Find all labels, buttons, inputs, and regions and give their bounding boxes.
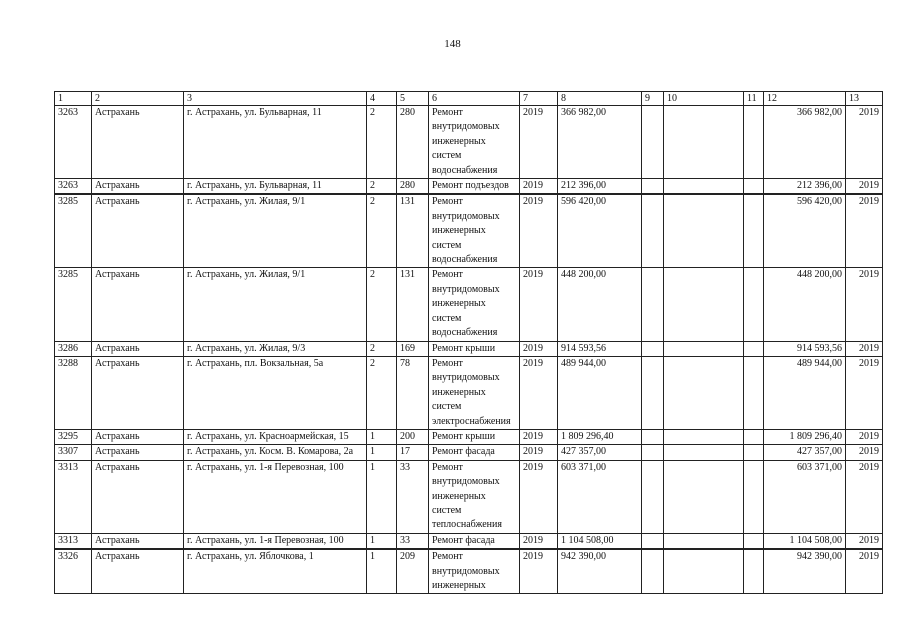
table-cell: 2019	[846, 268, 883, 341]
table-cell: 2019	[520, 429, 558, 444]
table-cell	[664, 429, 744, 444]
table-cell: 3286	[55, 341, 92, 356]
table-cell: 1	[367, 460, 397, 533]
table-cell: 2019	[846, 356, 883, 429]
table-cell: 212 396,00	[764, 179, 846, 195]
table-cell: Ремонт внутридомовых инженерных систем электроснабжения	[429, 356, 520, 429]
table-row	[55, 460, 883, 533]
table-cell: 1 104 508,00	[558, 533, 642, 549]
table-cell: 2019	[520, 179, 558, 195]
table-row	[55, 533, 883, 549]
table-cell: 2019	[846, 194, 883, 268]
table-cell: г. Астрахань, ул. Яблочкова, 1	[184, 549, 367, 594]
table-cell: Астрахань	[92, 106, 184, 179]
column-header: 3	[184, 92, 367, 106]
column-header: 8	[558, 92, 642, 106]
table-cell	[664, 179, 744, 195]
table-cell: 2019	[520, 549, 558, 594]
column-header: 10	[664, 92, 744, 106]
table-cell: г. Астрахань, ул. 1-я Перевозная, 100	[184, 460, 367, 533]
table-cell	[744, 194, 764, 268]
table-cell: 3313	[55, 533, 92, 549]
table-cell: Ремонт фасада	[429, 533, 520, 549]
table-cell: 448 200,00	[764, 268, 846, 341]
table-cell: 1 809 296,40	[558, 429, 642, 444]
table-row	[55, 445, 883, 460]
table-cell: Ремонт внутридомовых инженерных	[429, 549, 520, 594]
table-cell: г. Астрахань, пл. Вокзальная, 5а	[184, 356, 367, 429]
table-cell	[642, 268, 664, 341]
table-cell: г. Астрахань, ул. Бульварная, 11	[184, 179, 367, 195]
table-cell: 1 104 508,00	[764, 533, 846, 549]
table-cell: Астрахань	[92, 549, 184, 594]
table-cell: 3307	[55, 445, 92, 460]
table-cell: 17	[397, 445, 429, 460]
table-cell: 2	[367, 341, 397, 356]
table-cell: 280	[397, 179, 429, 195]
table-cell	[744, 445, 764, 460]
table-cell	[744, 356, 764, 429]
table-cell: 2019	[520, 533, 558, 549]
table-cell: 3295	[55, 429, 92, 444]
table-cell: 489 944,00	[558, 356, 642, 429]
table-cell	[664, 268, 744, 341]
table-cell	[664, 194, 744, 268]
page-number: 148	[444, 38, 461, 50]
table-cell: 603 371,00	[764, 460, 846, 533]
table-cell: 2019	[520, 445, 558, 460]
column-header: 1	[55, 92, 92, 106]
table-cell: 2019	[846, 445, 883, 460]
table-cell: Астрахань	[92, 460, 184, 533]
table-cell: 3263	[55, 106, 92, 179]
table-cell: г. Астрахань, ул. Жилая, 9/1	[184, 268, 367, 341]
table-cell	[664, 445, 744, 460]
table-cell: 1	[367, 445, 397, 460]
repair-table	[54, 91, 883, 594]
table-cell: г. Астрахань, ул. Жилая, 9/3	[184, 341, 367, 356]
column-header: 12	[764, 92, 846, 106]
table-cell: Астрахань	[92, 268, 184, 341]
column-header: 11	[744, 92, 764, 106]
column-header: 13	[846, 92, 883, 106]
table-cell: г. Астрахань, ул. Красноармейская, 15	[184, 429, 367, 444]
table-cell: 3285	[55, 268, 92, 341]
table-cell	[642, 194, 664, 268]
table-cell	[744, 549, 764, 594]
table-cell: Ремонт подъездов	[429, 179, 520, 195]
table-cell	[664, 356, 744, 429]
table-cell: Ремонт крыши	[429, 341, 520, 356]
table-cell	[642, 549, 664, 594]
column-header: 4	[367, 92, 397, 106]
table-cell	[642, 533, 664, 549]
table-cell: 2019	[520, 356, 558, 429]
table-cell: 1 809 296,40	[764, 429, 846, 444]
table-cell: 212 396,00	[558, 179, 642, 195]
table-cell: 603 371,00	[558, 460, 642, 533]
table-cell: Астрахань	[92, 429, 184, 444]
table-cell: 33	[397, 460, 429, 533]
table-row	[55, 179, 883, 195]
table-cell: 2	[367, 268, 397, 341]
table-cell: 2	[367, 194, 397, 268]
table-cell: 280	[397, 106, 429, 179]
table-cell: Астрахань	[92, 445, 184, 460]
table-cell	[664, 106, 744, 179]
table-cell: 3288	[55, 356, 92, 429]
table-cell: г. Астрахань, ул. Бульварная, 11	[184, 106, 367, 179]
table-cell: 2	[367, 356, 397, 429]
table-cell: 169	[397, 341, 429, 356]
table-cell: Ремонт внутридомовых инженерных систем водоснабжения	[429, 194, 520, 268]
table-cell: 2019	[520, 460, 558, 533]
table-cell: 209	[397, 549, 429, 594]
table-cell: 2019	[520, 341, 558, 356]
table-cell: г. Астрахань, ул. Жилая, 9/1	[184, 194, 367, 268]
table-row	[55, 268, 883, 341]
table-cell	[664, 533, 744, 549]
table-cell: 131	[397, 194, 429, 268]
table-cell	[642, 106, 664, 179]
table-cell: 914 593,56	[558, 341, 642, 356]
table-cell	[744, 268, 764, 341]
table-row	[55, 194, 883, 268]
table-cell: 2019	[846, 533, 883, 549]
table-cell	[744, 533, 764, 549]
table-cell: 131	[397, 268, 429, 341]
table-cell: 3263	[55, 179, 92, 195]
table-row	[55, 549, 883, 594]
table-cell: 2019	[846, 106, 883, 179]
column-header: 2	[92, 92, 184, 106]
table-cell: 366 982,00	[764, 106, 846, 179]
header-row	[55, 92, 883, 106]
table-cell: Астрахань	[92, 341, 184, 356]
table-cell: Астрахань	[92, 533, 184, 549]
column-header: 7	[520, 92, 558, 106]
table-cell: 200	[397, 429, 429, 444]
table-cell: 1	[367, 429, 397, 444]
table-cell: Ремонт фасада	[429, 445, 520, 460]
table-cell	[642, 356, 664, 429]
table-cell	[642, 179, 664, 195]
table-cell: 1	[367, 533, 397, 549]
table-cell: 2	[367, 179, 397, 195]
table-cell	[642, 341, 664, 356]
table-cell: г. Астрахань, ул. Косм. В. Комарова, 2а	[184, 445, 367, 460]
table-cell	[664, 460, 744, 533]
table-cell: 2019	[846, 549, 883, 594]
table-cell: 3313	[55, 460, 92, 533]
column-header: 9	[642, 92, 664, 106]
table-cell	[744, 106, 764, 179]
table-cell: 2	[367, 106, 397, 179]
table-cell: 942 390,00	[558, 549, 642, 594]
table-cell: 3285	[55, 194, 92, 268]
table-cell: 2019	[520, 194, 558, 268]
table-cell: 489 944,00	[764, 356, 846, 429]
table-cell: 596 420,00	[558, 194, 642, 268]
table-cell	[744, 429, 764, 444]
table-cell: 914 593,56	[764, 341, 846, 356]
table-cell: 3326	[55, 549, 92, 594]
table-cell: Ремонт внутридомовых инженерных систем теплоснабжения	[429, 460, 520, 533]
table-cell: 78	[397, 356, 429, 429]
table-cell: 596 420,00	[764, 194, 846, 268]
table-row	[55, 106, 883, 179]
table-cell	[642, 460, 664, 533]
table-row	[55, 356, 883, 429]
table-cell: 1	[367, 549, 397, 594]
table-row	[55, 341, 883, 356]
table-cell: Ремонт внутридомовых инженерных систем водоснабжения	[429, 268, 520, 341]
table-cell: 427 357,00	[764, 445, 846, 460]
table-cell	[744, 460, 764, 533]
table-cell: Астрахань	[92, 179, 184, 195]
table-cell: 2019	[520, 106, 558, 179]
table-cell: 2019	[846, 179, 883, 195]
column-header: 6	[429, 92, 520, 106]
table-cell: Астрахань	[92, 356, 184, 429]
table-cell: 448 200,00	[558, 268, 642, 341]
table-cell	[744, 179, 764, 195]
table-cell: Ремонт внутридомовых инженерных систем водоснабжения	[429, 106, 520, 179]
column-header: 5	[397, 92, 429, 106]
table-cell: 2019	[846, 341, 883, 356]
table-cell: 2019	[846, 429, 883, 444]
table-cell	[744, 341, 764, 356]
table-cell: Ремонт крыши	[429, 429, 520, 444]
table-cell: 427 357,00	[558, 445, 642, 460]
table-cell: Астрахань	[92, 194, 184, 268]
table-cell	[642, 445, 664, 460]
table-row	[55, 429, 883, 444]
table-cell: 2019	[846, 460, 883, 533]
table-cell	[642, 429, 664, 444]
table-cell	[664, 341, 744, 356]
table-cell: г. Астрахань, ул. 1-я Перевозная, 100	[184, 533, 367, 549]
table-cell: 33	[397, 533, 429, 549]
table-cell: 366 982,00	[558, 106, 642, 179]
table-cell: 2019	[520, 268, 558, 341]
table-cell: 942 390,00	[764, 549, 846, 594]
table-cell	[664, 549, 744, 594]
